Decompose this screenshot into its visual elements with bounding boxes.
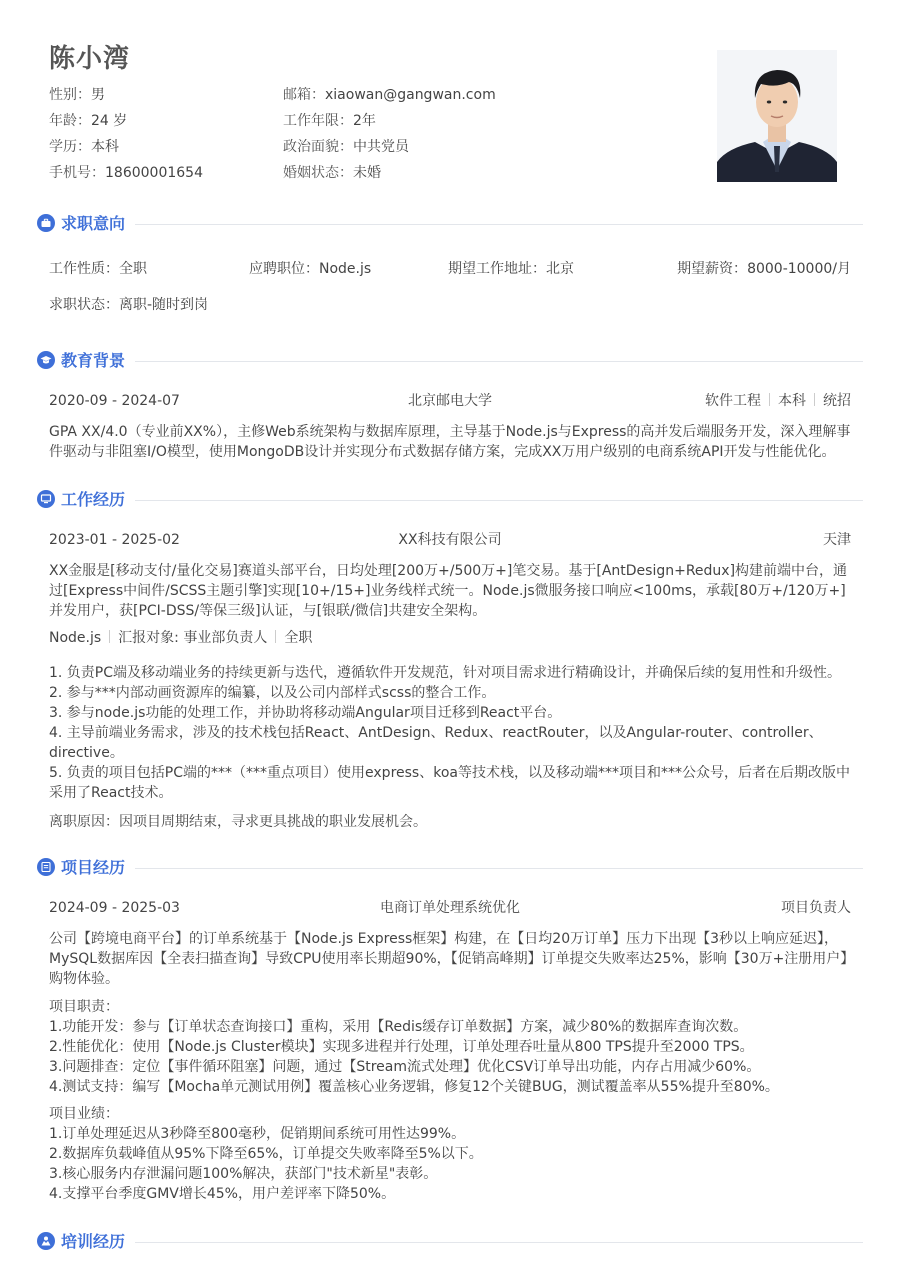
politics-row bbox=[283, 137, 409, 157]
work-tag-type: 全职 bbox=[284, 630, 313, 646]
work-period: 2023-01 - 2025-02 bbox=[49, 532, 180, 548]
email-value: xiaowan@gangwan.com bbox=[325, 87, 496, 103]
intent-nature-label: 工作性质： bbox=[49, 261, 119, 277]
education-period: 2020-09 - 2024-07 bbox=[49, 393, 180, 409]
intent-position-value: Node.js bbox=[319, 261, 372, 277]
project-name: 电商订单处理系统优化 bbox=[380, 900, 520, 916]
intent-location bbox=[448, 259, 574, 279]
work-tag-role: Node.js bbox=[49, 630, 102, 646]
tag-separator bbox=[814, 393, 815, 406]
intent-status bbox=[49, 295, 208, 315]
project-results-label: 项目业绩： bbox=[49, 1106, 119, 1122]
monitor-icon bbox=[37, 490, 55, 508]
age-label: 年龄： bbox=[49, 113, 91, 129]
work-duty-item: 4. 主导前端业务需求，涉及的技术栈包括React、AntDesign、Redux、reactRouter，以及Angular-router、controller、directive。 bbox=[49, 725, 823, 761]
tag-separator bbox=[769, 393, 770, 406]
email-row bbox=[283, 85, 496, 105]
section-title-intent: 求职意向 bbox=[61, 214, 126, 233]
section-divider bbox=[135, 868, 863, 869]
project-duties bbox=[49, 997, 855, 1097]
gender-label: 性别： bbox=[49, 87, 91, 103]
age-value: 24 岁 bbox=[91, 113, 128, 129]
age-row bbox=[49, 111, 127, 131]
phone-row bbox=[49, 163, 203, 183]
briefcase-icon bbox=[37, 214, 55, 232]
work-description: XX金服是[移动支付/量化交易]赛道头部平台，日均处理[200万+/500万+]笔交易。基于[AntDesign+Redux]构建前端中台，通过[Express中间件/SCSS主题引擎]实现[10+/15+]业务线样式统一。Node.js微服务接口响应<100ms，承载[80万+/120万+]并发用户，获[PCI-DSS/等保三级]认证，与[银联/微信]共建安全架构。 bbox=[49, 563, 848, 619]
training-icon bbox=[37, 1232, 55, 1250]
graduation-cap-icon bbox=[37, 351, 55, 369]
phone-label: 手机号： bbox=[49, 165, 105, 181]
section-divider bbox=[135, 1242, 863, 1243]
profile-photo bbox=[717, 50, 837, 182]
section-header-education bbox=[37, 349, 863, 373]
work-duty-item: 1. 负责PC端及移动端业务的持续更新与迭代，遵循软件开发规范，针对项目需求进行精确设计，并确保后续的复用性和升级性。 bbox=[49, 665, 842, 681]
project-result-item: 4.支撑平台季度GMV增长45%，用户差评率下降50%。 bbox=[49, 1186, 396, 1202]
project-duty-item: 3.问题排查：定位【事件循环阻塞】问题，通过【Stream流式处理】优化CSV订单导出功能，内存占用减少60%。 bbox=[49, 1059, 761, 1075]
education-tags bbox=[705, 391, 851, 411]
intent-location-value: 北京 bbox=[546, 261, 574, 277]
work-tags bbox=[49, 628, 312, 648]
marital-row bbox=[283, 163, 381, 183]
section-title-education: 教育背景 bbox=[61, 351, 126, 370]
intent-status-label: 求职状态： bbox=[49, 297, 119, 313]
section-divider bbox=[135, 500, 863, 501]
education-type: 统招 bbox=[823, 393, 851, 409]
section-divider bbox=[135, 224, 863, 225]
work-company: XX科技有限公司 bbox=[398, 532, 502, 548]
work-duties bbox=[49, 663, 855, 803]
intent-position bbox=[249, 259, 371, 279]
gender-value: 男 bbox=[91, 87, 105, 103]
person-portrait-icon bbox=[717, 50, 837, 182]
years-value: 2年 bbox=[353, 113, 376, 129]
section-header-training bbox=[37, 1230, 863, 1254]
years-row bbox=[283, 111, 376, 131]
project-duty-item: 4.测试支持：编写【Mocha单元测试用例】覆盖核心业务逻辑，修复12个关键BUG，测试覆盖率从55%提升至80%。 bbox=[49, 1079, 779, 1095]
work-leave-reason: 离职原因：因项目周期结束，寻求更具挑战的职业发展机会。 bbox=[49, 814, 427, 830]
section-header-project bbox=[37, 856, 863, 880]
intent-location-label: 期望工作地址： bbox=[448, 261, 546, 277]
gender-row bbox=[49, 85, 105, 105]
document-list-icon bbox=[37, 858, 55, 876]
politics-value: 中共党员 bbox=[353, 139, 409, 155]
candidate-name: 陈小湾 bbox=[49, 44, 131, 74]
project-description: 公司【跨境电商平台】的订单系统基于【Node.js Express框架】构建，在【日均20万订单】压力下出现【3秒以上响应延迟】，MySQL数据库因【全表扫描查询】导致CPU使用率长期超90%，【促销高峰期】订单提交失败率达25%，影响【30万+注册用户】购物体验。 bbox=[49, 931, 855, 987]
project-duty-item: 1.功能开发：参与【订单状态查询接口】重构，采用【Redis缓存订单数据】方案，减少80%的数据库查询次数。 bbox=[49, 1019, 748, 1035]
project-result-item: 1.订单处理延迟从3秒降至800毫秒，促销期间系统可用性达99%。 bbox=[49, 1126, 466, 1142]
intent-nature-value: 全职 bbox=[119, 261, 147, 277]
work-duty-item: 3. 参与node.js功能的处理工作，并协助将移动端Angular项目迁移到React平台。 bbox=[49, 705, 562, 721]
education-major: 软件工程 bbox=[705, 393, 761, 409]
politics-label: 政治面貌： bbox=[283, 139, 353, 155]
education-description: GPA XX/4.0（专业前XX%），主修Web系统架构与数据库原理，主导基于Node.js与Express的高并发后端服务开发，深入理解事件驱动与非阻塞I/O模型，使用MongoDB设计并实现分布式数据存储方案，完成XX万用户级别的电商系统API开发与性能优化。 bbox=[49, 424, 851, 460]
education-value: 本科 bbox=[91, 139, 119, 155]
section-header-work bbox=[37, 488, 863, 512]
work-duty-item: 5. 负责的项目包括PC端的***（***重点项目）使用express、koa等技术栈，以及移动端***项目和***公众号，后者在后期改版中采用了React技术。 bbox=[49, 765, 850, 801]
email-label: 邮箱： bbox=[283, 87, 325, 103]
tag-separator bbox=[275, 630, 276, 643]
intent-position-label: 应聘职位： bbox=[249, 261, 319, 277]
project-result-item: 2.数据库负载峰值从95%下降至65%，订单提交失败率降至5%以下。 bbox=[49, 1146, 483, 1162]
section-title-work: 工作经历 bbox=[61, 490, 126, 509]
tag-separator bbox=[109, 630, 110, 643]
intent-salary-label: 期望薪资： bbox=[677, 261, 748, 277]
project-period: 2024-09 - 2025-03 bbox=[49, 900, 180, 916]
marital-label: 婚姻状态： bbox=[283, 165, 353, 181]
intent-status-value: 离职-随时到岗 bbox=[119, 297, 209, 313]
years-label: 工作年限： bbox=[283, 113, 353, 129]
intent-nature bbox=[49, 259, 147, 279]
project-role: 项目负责人 bbox=[781, 900, 851, 916]
work-tag-report: 汇报对象: 事业部负责人 bbox=[118, 630, 268, 646]
phone-value: 18600001654 bbox=[105, 165, 203, 181]
section-title-project: 项目经历 bbox=[61, 858, 126, 877]
project-duty-item: 2.性能优化：使用【Node.js Cluster模块】实现多进程并行处理，订单处理吞吐量从800 TPS提升至2000 TPS。 bbox=[49, 1039, 754, 1055]
project-duties-label: 项目职责： bbox=[49, 999, 119, 1015]
education-label: 学历： bbox=[49, 139, 91, 155]
education-school: 北京邮电大学 bbox=[408, 393, 492, 409]
project-results bbox=[49, 1104, 855, 1204]
section-header-intent bbox=[37, 212, 863, 236]
project-result-item: 3.核心服务内存泄漏问题100%解决，获部门"技术新星"表彰。 bbox=[49, 1166, 438, 1182]
intent-salary-value: 8000-10000/月 bbox=[747, 261, 851, 277]
marital-value: 未婚 bbox=[353, 165, 381, 181]
section-divider bbox=[135, 361, 863, 362]
section-title-training: 培训经历 bbox=[61, 1232, 126, 1251]
intent-salary bbox=[677, 259, 851, 279]
work-duty-item: 2. 参与***内部动画资源库的编纂，以及公司内部样式scss的整合工作。 bbox=[49, 685, 496, 701]
education-degree: 本科 bbox=[778, 393, 806, 409]
education-row bbox=[49, 137, 119, 157]
work-city: 天津 bbox=[823, 532, 851, 548]
